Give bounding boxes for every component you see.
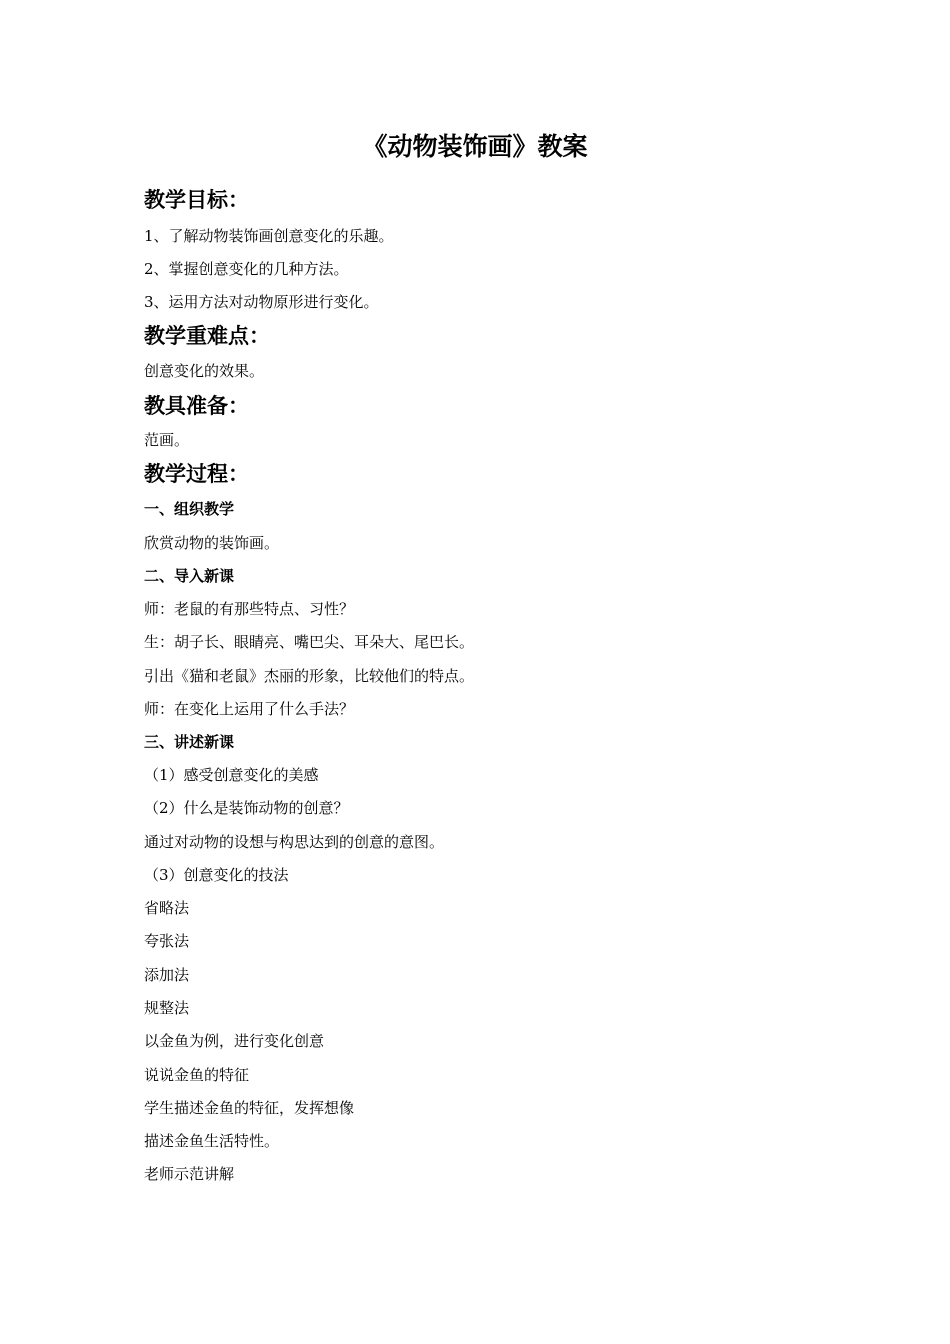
materials-heading: 教具准备： (144, 393, 249, 418)
key-points-text: 创意变化的效果。 (144, 362, 265, 380)
step1-title: 一、组织教学 (144, 500, 235, 518)
step2-line: 师：老鼠的有那些特点、习性？ (144, 600, 355, 618)
step2-line: 引出《猫和老鼠》杰丽的形象，比较他们的特点。 (144, 667, 475, 685)
document-title: 《动物装饰画》教案 (362, 132, 588, 161)
key-points-heading: 教学重难点： (144, 323, 270, 348)
step3-line: （1）感受创意变化的美感 (144, 766, 319, 784)
step3-title: 三、讲述新课 (144, 733, 235, 751)
step3-line: 规整法 (144, 999, 190, 1017)
step1-line: 欣赏动物的装饰画。 (144, 534, 280, 552)
step3-line: 夸张法 (144, 932, 190, 950)
step2-line: 师：在变化上运用了什么手法？ (144, 700, 355, 718)
step3-line: 老师示范讲解 (144, 1165, 235, 1183)
materials-text: 范画。 (144, 431, 190, 449)
step3-line: 学生描述金鱼的特征，发挥想像 (144, 1099, 355, 1117)
process-heading: 教学过程： (144, 461, 249, 486)
objectives-heading: 教学目标： (144, 187, 249, 212)
objective-item: 3、运用方法对动物原形进行变化。 (144, 293, 379, 311)
step3-line: 通过对动物的设想与构思达到的创意的意图。 (144, 833, 445, 851)
step3-line: 以金鱼为例，进行变化创意 (144, 1032, 325, 1050)
step2-line: 生：胡子长、眼睛亮、嘴巴尖、耳朵大、尾巴长。 (144, 633, 475, 651)
step3-line: 添加法 (144, 966, 190, 984)
objective-item: 2、掌握创意变化的几种方法。 (144, 260, 349, 278)
step3-line: 说说金鱼的特征 (144, 1066, 250, 1084)
step3-line: 描述金鱼生活特性。 (144, 1132, 280, 1150)
step3-line: （3）创意变化的技法 (144, 866, 289, 884)
objective-item: 1、了解动物装饰画创意变化的乐趣。 (144, 227, 394, 245)
step2-title: 二、导入新课 (144, 567, 235, 585)
step3-line: （2）什么是装饰动物的创意？ (144, 799, 349, 817)
step3-line: 省略法 (144, 899, 190, 917)
